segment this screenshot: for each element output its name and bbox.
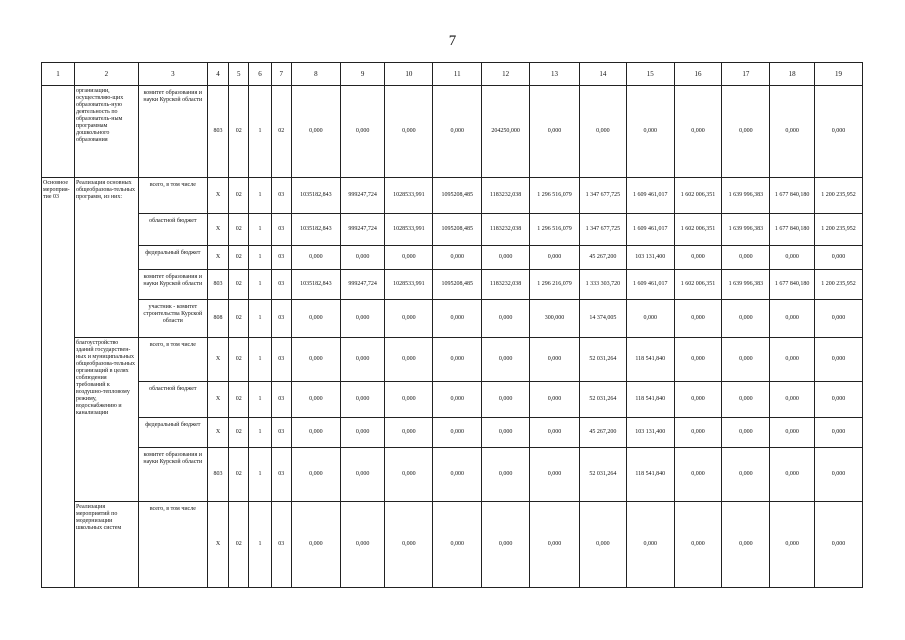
header-cell: 10 <box>385 63 433 86</box>
table-cell: 45 267,200 <box>580 246 627 270</box>
table-cell: 0,000 <box>530 246 580 270</box>
table-cell: 204250,000 <box>482 86 530 178</box>
table-cell: 03 <box>271 270 291 300</box>
table-cell: 0,000 <box>385 448 433 502</box>
header-cell: 4 <box>207 63 228 86</box>
table-cell: 0,000 <box>340 448 385 502</box>
table-cell: X <box>207 418 228 448</box>
table-cell: 1 <box>249 418 271 448</box>
table-cell: 0,000 <box>626 86 674 178</box>
table-cell: 0,000 <box>530 418 580 448</box>
table-cell: 1 <box>249 270 271 300</box>
table-cell: 1 602 006,351 <box>674 214 722 246</box>
table-cell: 0,000 <box>385 86 433 178</box>
table-cell: 0,000 <box>433 418 482 448</box>
table-cell: 1183232,038 <box>482 270 530 300</box>
header-cell: 5 <box>229 63 249 86</box>
header-cell: 11 <box>433 63 482 86</box>
table-cell: благоустройство зданий государствен-ных и муниципальных общеобразова-тельных организаций в целях соблюдения требований к воздушно-тепловому режиму, водоснабжению и канализации <box>74 338 138 502</box>
table-cell: областной бюджет <box>138 214 207 246</box>
table-cell: 1 347 677,725 <box>580 214 627 246</box>
table-cell: 52 031,264 <box>580 338 627 382</box>
table-cell: 0,000 <box>814 86 862 178</box>
table-cell: 52 031,264 <box>580 448 627 502</box>
table-cell: 0,000 <box>626 502 674 588</box>
table-cell: комитет образования и науки Курской области <box>138 270 207 300</box>
table-cell: 0,000 <box>770 448 815 502</box>
table-cell: 03 <box>271 214 291 246</box>
table-cell: 0,000 <box>674 86 722 178</box>
table-cell: 999247,724 <box>340 214 385 246</box>
table-cell: 1 <box>249 214 271 246</box>
table-cell: 0,000 <box>385 300 433 338</box>
table-cell: 02 <box>229 502 249 588</box>
table-cell: федеральный бюджет <box>138 418 207 448</box>
table-cell: 1028533,991 <box>385 270 433 300</box>
table-cell: 02 <box>229 86 249 178</box>
table-cell: 0,000 <box>385 338 433 382</box>
table-cell: 0,000 <box>291 246 340 270</box>
header-cell: 19 <box>814 63 862 86</box>
table-cell: 118 541,840 <box>626 382 674 418</box>
table-cell: 0,000 <box>814 300 862 338</box>
header-row <box>42 63 863 86</box>
table-cell: Реализация основных общеобразова-тельных программ, из них: <box>74 178 138 338</box>
table-cell: 03 <box>271 448 291 502</box>
table-cell: 1 296 516,079 <box>530 178 580 214</box>
table-cell: Основное мероприя-тие 03 <box>42 178 75 588</box>
table-cell: федеральный бюджет <box>138 246 207 270</box>
table-cell: 02 <box>229 300 249 338</box>
table-row <box>42 300 863 338</box>
table-cell: 1 200 235,952 <box>814 178 862 214</box>
table-cell: 0,000 <box>291 418 340 448</box>
table-cell: 1 639 996,383 <box>722 178 770 214</box>
table-cell: 1183232,038 <box>482 214 530 246</box>
table-cell: 0,000 <box>770 246 815 270</box>
table-cell: 1095208,485 <box>433 178 482 214</box>
table-cell: 02 <box>229 382 249 418</box>
table-cell: 0,000 <box>433 448 482 502</box>
budget-table <box>41 62 863 588</box>
table-cell: 118 541,840 <box>626 448 674 502</box>
table-cell: 0,000 <box>530 502 580 588</box>
table-cell: 1 609 461,017 <box>626 270 674 300</box>
table-cell: 0,000 <box>770 418 815 448</box>
table-cell: 103 131,400 <box>626 246 674 270</box>
table-cell: 02 <box>229 246 249 270</box>
table-cell: 0,000 <box>482 502 530 588</box>
table-cell: 1 200 235,952 <box>814 270 862 300</box>
header-cell: 7 <box>271 63 291 86</box>
table-cell: 1095208,485 <box>433 214 482 246</box>
table-cell: 1 333 303,720 <box>580 270 627 300</box>
table-cell: 0,000 <box>722 86 770 178</box>
table-cell: 1 602 006,351 <box>674 270 722 300</box>
table-cell: 1 639 996,383 <box>722 270 770 300</box>
table-cell: 0,000 <box>433 86 482 178</box>
table-cell: 0,000 <box>770 502 815 588</box>
table-cell: 1 609 461,017 <box>626 178 674 214</box>
table-row <box>42 382 863 418</box>
table-cell: 0,000 <box>814 338 862 382</box>
table-cell: X <box>207 246 228 270</box>
table-cell: 0,000 <box>674 382 722 418</box>
table-cell: 0,000 <box>770 300 815 338</box>
table-cell: 0,000 <box>433 246 482 270</box>
table-cell: 1 <box>249 178 271 214</box>
table-cell: 1 609 461,017 <box>626 214 674 246</box>
table-row <box>42 86 863 178</box>
table-cell: 1 <box>249 86 271 178</box>
table-cell: 0,000 <box>340 246 385 270</box>
table-cell: 103 131,400 <box>626 418 674 448</box>
table-cell: 1028533,991 <box>385 214 433 246</box>
table-cell: 0,000 <box>291 338 340 382</box>
header-cell: 3 <box>138 63 207 86</box>
table-cell: 02 <box>271 86 291 178</box>
table-cell: 0,000 <box>722 418 770 448</box>
table-cell: 0,000 <box>340 338 385 382</box>
header-cell: 17 <box>722 63 770 86</box>
table-cell: 0,000 <box>291 300 340 338</box>
table-row <box>42 270 863 300</box>
table-row <box>42 246 863 270</box>
header-cell: 18 <box>770 63 815 86</box>
table-cell: 0,000 <box>385 382 433 418</box>
table-cell: 0,000 <box>433 502 482 588</box>
table-cell: 0,000 <box>482 300 530 338</box>
header-cell: 1 <box>42 63 75 86</box>
table-cell: всего, в том числе <box>138 502 207 588</box>
table-cell: 0,000 <box>814 448 862 502</box>
table-cell: 0,000 <box>482 448 530 502</box>
table-cell: 1 347 677,725 <box>580 178 627 214</box>
table-cell: 0,000 <box>722 382 770 418</box>
table-cell: 0,000 <box>482 382 530 418</box>
table-cell: 0,000 <box>674 418 722 448</box>
table-cell: 0,000 <box>674 338 722 382</box>
table-cell: комитет образования и науки Курской области <box>138 86 207 178</box>
table-row <box>42 214 863 246</box>
table-cell: 0,000 <box>674 246 722 270</box>
table-cell: 0,000 <box>530 86 580 178</box>
table-cell: 0,000 <box>722 502 770 588</box>
header-cell: 8 <box>291 63 340 86</box>
table-cell <box>42 86 75 178</box>
table-cell: 999247,724 <box>340 178 385 214</box>
table-cell: Реализация мероприятий по модернизации школьных систем <box>74 502 138 588</box>
table-cell: 0,000 <box>770 338 815 382</box>
table-cell: 0,000 <box>433 300 482 338</box>
table-cell: 803 <box>207 448 228 502</box>
table-cell: 03 <box>271 338 291 382</box>
table-cell: 0,000 <box>722 448 770 502</box>
table-cell: 0,000 <box>530 382 580 418</box>
table-cell: 03 <box>271 246 291 270</box>
table-cell: 0,000 <box>291 86 340 178</box>
table-cell: 0,000 <box>722 338 770 382</box>
table-cell: 0,000 <box>814 502 862 588</box>
table-cell: 1 <box>249 246 271 270</box>
table-cell: 0,000 <box>340 86 385 178</box>
table-cell: 1 <box>249 300 271 338</box>
table-cell: 0,000 <box>674 502 722 588</box>
table-cell: 0,000 <box>814 418 862 448</box>
table-cell: 803 <box>207 86 228 178</box>
table-cell: 0,000 <box>770 382 815 418</box>
table-cell: 0,000 <box>340 418 385 448</box>
table-cell: 0,000 <box>291 448 340 502</box>
table-cell: всего, в том числе <box>138 178 207 214</box>
table-cell: 1 296 216,079 <box>530 270 580 300</box>
table-cell: 14 374,005 <box>580 300 627 338</box>
table-cell: 0,000 <box>340 502 385 588</box>
header-cell: 13 <box>530 63 580 86</box>
table-cell: 1 602 006,351 <box>674 178 722 214</box>
table-cell: 45 267,200 <box>580 418 627 448</box>
table-cell: комитет образования и науки Курской области <box>138 448 207 502</box>
table-cell: 03 <box>271 502 291 588</box>
table-row <box>42 448 863 502</box>
table-cell: 1095208,485 <box>433 270 482 300</box>
table-cell: 03 <box>271 300 291 338</box>
table-cell: 1 200 235,952 <box>814 214 862 246</box>
table-cell: 808 <box>207 300 228 338</box>
table-cell: 0,000 <box>626 300 674 338</box>
table-cell: 0,000 <box>770 86 815 178</box>
table-cell: 0,000 <box>291 382 340 418</box>
table-cell: 1035182,843 <box>291 214 340 246</box>
table-cell: 118 541,840 <box>626 338 674 382</box>
table-cell: X <box>207 178 228 214</box>
table-cell: 0,000 <box>530 338 580 382</box>
table-cell: X <box>207 502 228 588</box>
table-cell: 0,000 <box>482 338 530 382</box>
table-cell: 1 <box>249 448 271 502</box>
table-cell: 1 <box>249 502 271 588</box>
table-cell: 1 <box>249 382 271 418</box>
table-cell: 300,000 <box>530 300 580 338</box>
table-cell: участник - комитет строительства Курской области <box>138 300 207 338</box>
page-number: 7 <box>448 33 457 49</box>
table-cell: 0,000 <box>433 338 482 382</box>
table-cell: 1 296 516,079 <box>530 214 580 246</box>
table-row <box>42 502 863 588</box>
header-cell: 15 <box>626 63 674 86</box>
table-cell: X <box>207 214 228 246</box>
header-cell: 12 <box>482 63 530 86</box>
table-cell: 02 <box>229 270 249 300</box>
table-cell: 0,000 <box>674 300 722 338</box>
table-cell: 02 <box>229 448 249 502</box>
table-cell: 1028533,991 <box>385 178 433 214</box>
table-cell: 0,000 <box>722 246 770 270</box>
table-cell: 0,000 <box>385 418 433 448</box>
table-cell: 0,000 <box>482 246 530 270</box>
table-cell: 03 <box>271 178 291 214</box>
table-cell: X <box>207 382 228 418</box>
table-cell: 1 677 840,180 <box>770 214 815 246</box>
table-cell: 0,000 <box>433 382 482 418</box>
table-cell: 1183232,038 <box>482 178 530 214</box>
table-cell: всего, в том числе <box>138 338 207 382</box>
table-cell: 0,000 <box>814 382 862 418</box>
table-cell: 0,000 <box>674 448 722 502</box>
table-cell: 02 <box>229 418 249 448</box>
table-cell: областной бюджет <box>138 382 207 418</box>
table-cell: 0,000 <box>340 300 385 338</box>
table-cell: 1 <box>249 338 271 382</box>
table-cell: 02 <box>229 214 249 246</box>
header-cell: 9 <box>340 63 385 86</box>
table-cell: 03 <box>271 418 291 448</box>
table-row <box>42 338 863 382</box>
table-cell: 0,000 <box>580 86 627 178</box>
header-cell: 14 <box>580 63 627 86</box>
table-cell: 1035182,843 <box>291 178 340 214</box>
header-cell: 16 <box>674 63 722 86</box>
table-cell: организации, осуществляю-щих образователь-ную деятельность по образователь-ным программам дошкольного образования <box>74 86 138 178</box>
table-cell: 1035182,843 <box>291 270 340 300</box>
table-cell: 0,000 <box>814 246 862 270</box>
table-cell: 1 639 996,383 <box>722 214 770 246</box>
table-row <box>42 418 863 448</box>
table-cell: 999247,724 <box>340 270 385 300</box>
table-cell: 0,000 <box>385 502 433 588</box>
table-cell: X <box>207 338 228 382</box>
table-cell: 02 <box>229 178 249 214</box>
table-cell: 0,000 <box>722 300 770 338</box>
table-cell: 03 <box>271 382 291 418</box>
table-row <box>42 178 863 214</box>
table-cell: 803 <box>207 270 228 300</box>
table-cell: 0,000 <box>385 246 433 270</box>
table-cell: 0,000 <box>530 448 580 502</box>
header-cell: 2 <box>74 63 138 86</box>
table-cell: 0,000 <box>580 502 627 588</box>
header-cell: 6 <box>249 63 271 86</box>
table-cell: 1 677 840,180 <box>770 270 815 300</box>
table-cell: 1 677 840,180 <box>770 178 815 214</box>
table-cell: 0,000 <box>291 502 340 588</box>
table-cell: 0,000 <box>340 382 385 418</box>
table-cell: 0,000 <box>482 418 530 448</box>
table-cell: 02 <box>229 338 249 382</box>
table-cell: 52 031,264 <box>580 382 627 418</box>
